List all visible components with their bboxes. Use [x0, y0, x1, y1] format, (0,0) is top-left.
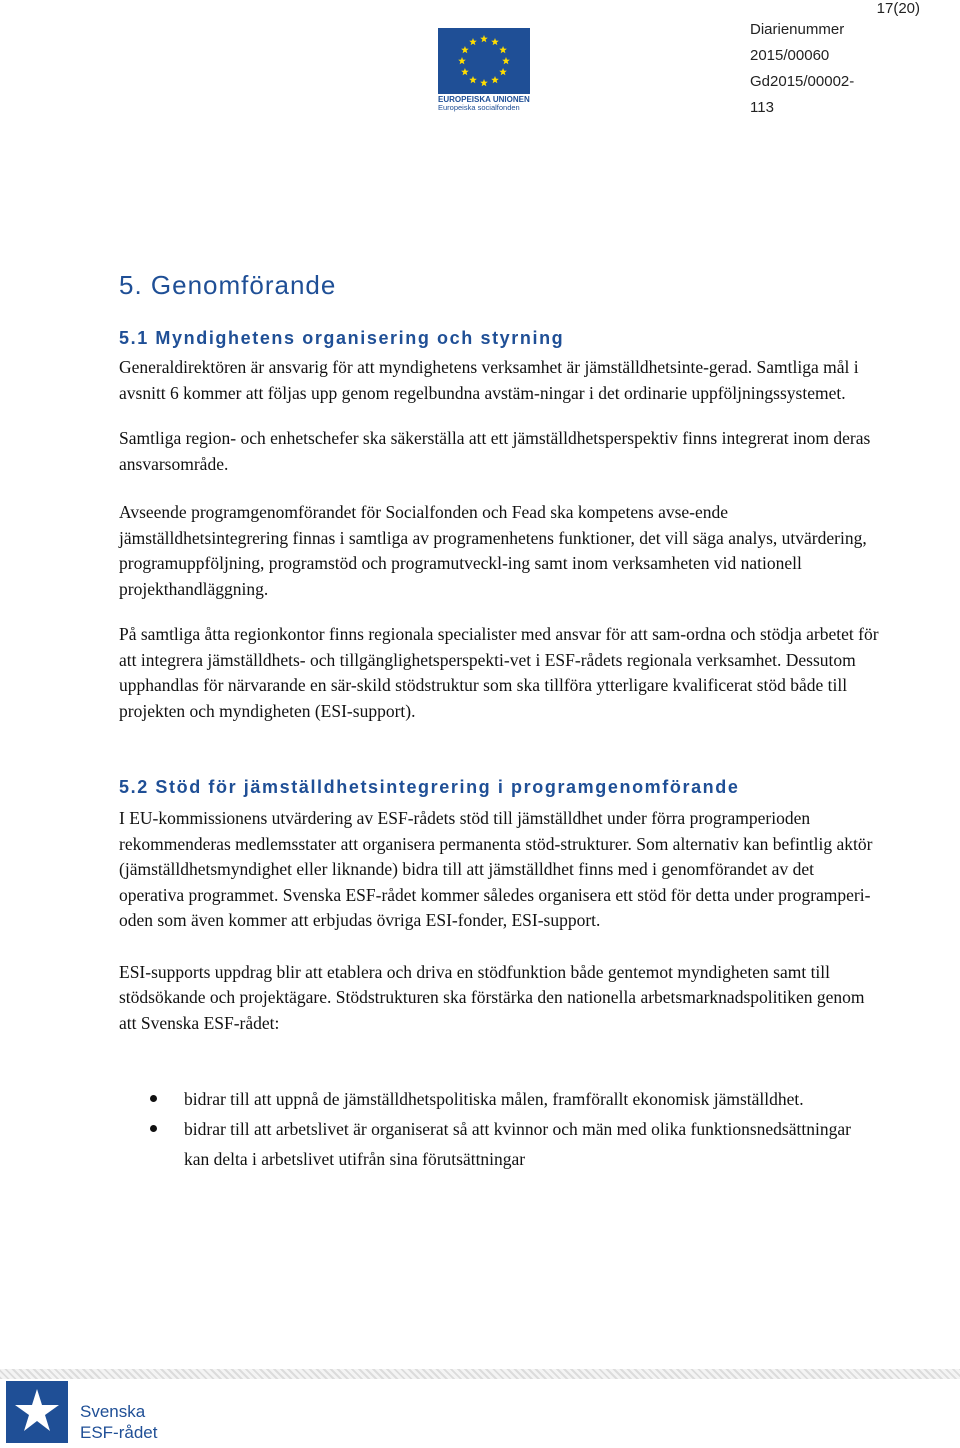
eu-star-icon [461, 46, 469, 53]
eu-logo [438, 28, 530, 111]
esf-logo-text [80, 1401, 157, 1443]
paragraph: På samtliga åtta regionkontor finns regionala specialister med ansvar för att sam-ordna och stödja arbetet för att integrera jämställdhets- och tillgänglighetsperspekti-vet i ESF-rådets regionala verksamhet. Dessutom upphandlas för närvarande en sär-skild stödstruktur som ska tillföra ytterligare kvalificerat stöd både till projekten och myndigheten (ESI-support). [119, 624, 879, 721]
diarie-number: 2015/00060 [750, 47, 830, 64]
diarie-ref-cont: 113 [750, 99, 774, 116]
paragraph: ESI-supports uppdrag blir att etablera och driva en stödfunktion både gentemot myndigheten samt till stödsökande och projektägare. Stödstrukturen ska förstärka den nationella arbetsmarknadspolitiken genom att Svenska ESF-rådet: [119, 961, 865, 1033]
eu-star-icon [480, 35, 488, 42]
eu-star-icon [499, 46, 507, 53]
eu-star-icon [499, 68, 507, 75]
eu-logo-line1: EUROPEISKA UNIONEN [438, 95, 530, 104]
eu-star-icon [491, 76, 499, 83]
eu-flag-icon [438, 28, 530, 94]
paragraph: Generaldirektören är ansvarig för att myndighetens verksamhet är jämställdhetsinte-gerad. Samtliga mål i avsnitt 6 kommer att följas upp genom regelbundna avstäm-ningar i det ordinarie uppföljningssystemet. [119, 357, 859, 403]
list-item: bidrar till att uppnå de jämställdhetspolitiska målen, framförallt ekonomisk jämställdhet. [119, 1084, 879, 1114]
document-body [119, 268, 879, 1174]
eu-star-icon [491, 38, 499, 45]
eu-star-icon [461, 68, 469, 75]
esf-logo-line2: ESF-rådet [80, 1423, 158, 1442]
esf-logo [6, 1381, 166, 1445]
paragraph: Samtliga region- och enhetschefer ska säkerställa att ett jämställdhetsperspektiv finns integrerat inom deras ansvarsområde. [119, 428, 871, 474]
esf-logo-line1: Svenska [80, 1402, 146, 1421]
bullet-list [119, 1084, 879, 1174]
diarie-ref: Gd2015/00002- [750, 73, 855, 90]
footer-pattern-band [0, 1369, 960, 1379]
diarienummer-block [750, 17, 854, 121]
eu-star-icon [502, 57, 510, 64]
diarie-label: Diarienummer [750, 21, 845, 38]
eu-star-icon [469, 38, 477, 45]
esf-star-logo-icon [6, 1381, 68, 1443]
eu-star-icon [480, 79, 488, 86]
eu-star-icon [469, 76, 477, 83]
section-title: 5. Genomförande [119, 270, 337, 300]
paragraph: I EU-kommissionens utvärdering av ESF-rådets stöd till jämställdhet under förra programperioden rekommenderas medlemsstater att organisera permanenta stöd-strukturer. Som alternativ kan befintlig aktör (jämställdhetsmyndighet eller liknande) bidra till att jämställdhet finns med i genomförandet av det operativa programmet. Svenska ESF-rådet kommer således organisera ett stöd för detta under programperi-oden som även kommer att erbjudas övriga ESI-fonder, ESI-support. [119, 808, 873, 930]
eu-star-icon [458, 57, 466, 64]
list-item: bidrar till att arbetslivet är organiserat så att kvinnor och män med olika funktionsnedsättningar kan delta i arbetslivet utifrån sina förutsättningar [119, 1114, 879, 1174]
page-number: 17(20) [876, 0, 920, 17]
paragraph: Avseende programgenomförandet för Socialfonden och Fead ska kompetens avse-ende jämställdhetsintegrering finnas i samtliga av programenhetens funktioner, det vill säga analys, utvärdering, programuppföljning, programstöd och programutveckl-ing samt inom verksamheten vid nationell projekthandläggning. [119, 502, 867, 599]
subsection-title-5-1: 5.1 Myndighetens organisering och styrning [119, 328, 565, 348]
eu-logo-line2: Europeiska socialfonden [438, 103, 520, 112]
subsection-title-5-2: 5.2 Stöd för jämställdhetsintegrering i programgenomförande [119, 777, 740, 797]
